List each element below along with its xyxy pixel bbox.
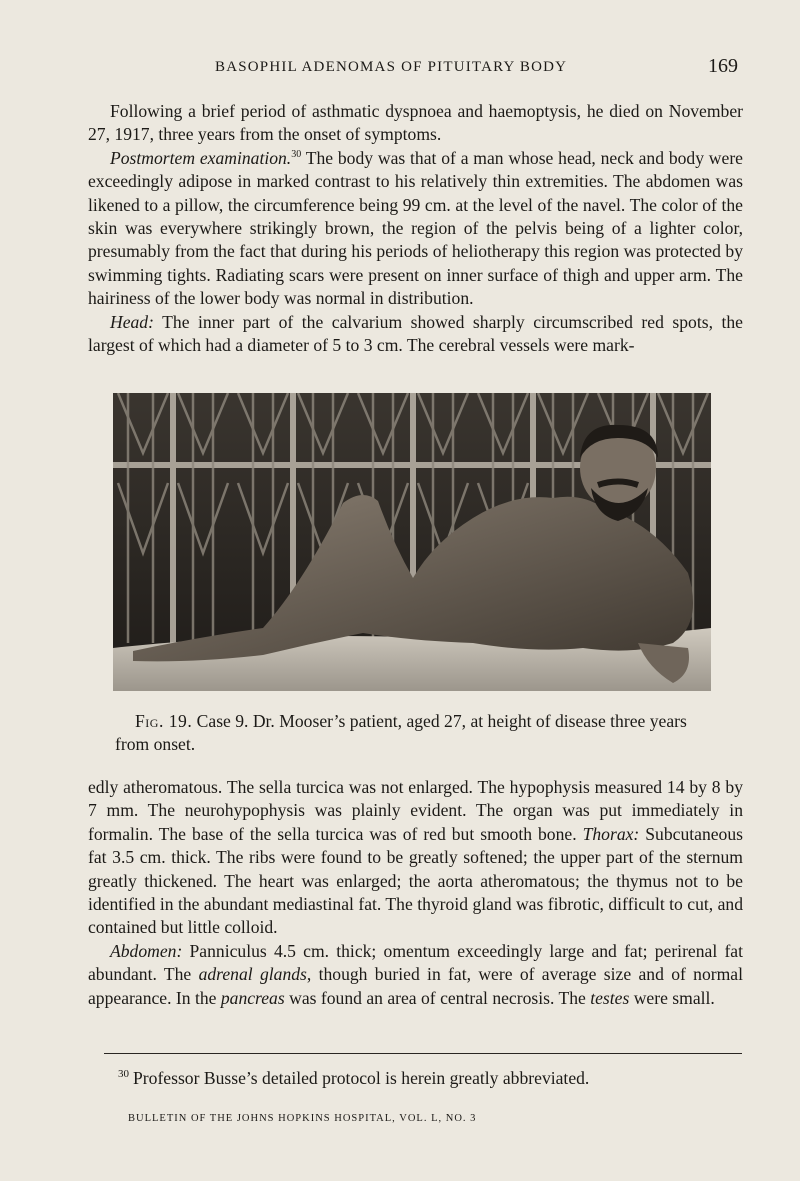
paragraph-abdomen: Abdomen: Panniculus 4.5 cm. thick; omentum exceedingly large and fat; perirenal fat abundant. The adrenal glands, though buried in fat, were of average size and of normal appearance. In the pancreas was found an area of central necrosis. The testes were small.	[88, 940, 743, 1008]
paragraph-brain-thorax	[88, 776, 743, 940]
thorax-label: Thorax:	[582, 823, 640, 844]
body-text-bottom	[88, 776, 743, 1010]
testes-term: testes	[590, 987, 630, 1008]
paragraph-postmortem	[88, 147, 743, 311]
footnote-ref: 30	[291, 148, 302, 160]
figure-caption	[115, 710, 725, 757]
page-number: 169	[708, 55, 738, 77]
paragraph-head	[88, 311, 743, 358]
abdomen-label: Abdomen:	[110, 940, 183, 961]
head-text: The inner part of the calvarium showed sharply circumscribed red spots, the largest of which had a diameter of 5 to 3 cm. The cerebral vessels were mark-	[88, 311, 743, 356]
postmortem-label: Postmortem examination.	[110, 147, 292, 168]
head-label: Head:	[110, 311, 154, 332]
adrenal-glands-term: adrenal glands	[198, 964, 307, 985]
pancreas-term: pancreas	[220, 987, 285, 1008]
footnote-divider	[104, 1053, 742, 1054]
journal-footer: BULLETIN OF THE JOHNS HOPKINS HOSPITAL, VOL. L, NO. 3	[128, 1113, 477, 1124]
paragraph-death: Following a brief period of asthmatic dyspnoea and haemoptysis, he died on November 27, 1917, three years from the onset of symptoms.	[88, 101, 743, 145]
page-header	[215, 55, 738, 85]
figure-label: Fig. 19.	[135, 711, 193, 731]
footnote-text: Professor Busse’s detailed protocol is herein greatly abbreviated.	[133, 1068, 590, 1088]
footnote	[118, 1068, 738, 1089]
thorax-text: Subcutaneous fat 3.5 cm. thick. The ribs were found to be greatly softened; the upper part of the sternum greatly thickened. The heart was enlarged; the aorta atheromatous; the thymus not to be identified in the abundant mediastinal fat. The thyroid gland was fibrotic, difficult to cut, and contained but little colloid.	[88, 823, 744, 938]
brain-text: edly atheromatous. The sella turcica was not enlarged. The hypophysis measured 14 by 8 by 7 mm. The neurohypophysis was plainly evident. The organ was put immediately in formalin. The base of the sella turcica was of red but smooth bone.	[88, 777, 743, 844]
caption-text: Case 9. Dr. Mooser’s patient, aged 27, at height of disease three years from onset.	[115, 711, 687, 755]
postmortem-text: The body was that of a man whose head, neck and body were exceedingly adipose in marked contrast to his relatively thin extremities. The abdomen was likened to a pillow, the circumference being 99 cm. at the level of the navel. The color of the skin was everywhere strikingly brown, the region of the pelvis being of a lighter color, presumably from the fact that during his periods of heliotherapy this region was protected by swimming tights. Radiating scars were present on inner surface of thigh and upper arm. The hairiness of the lower body was normal in distribution.	[88, 147, 743, 309]
patient-photograph	[113, 393, 711, 691]
footnote-marker: 30	[118, 1068, 129, 1081]
running-title: BASOPHIL ADENOMAS OF PITUITARY BODY	[215, 59, 568, 75]
body-text-top	[88, 100, 743, 357]
